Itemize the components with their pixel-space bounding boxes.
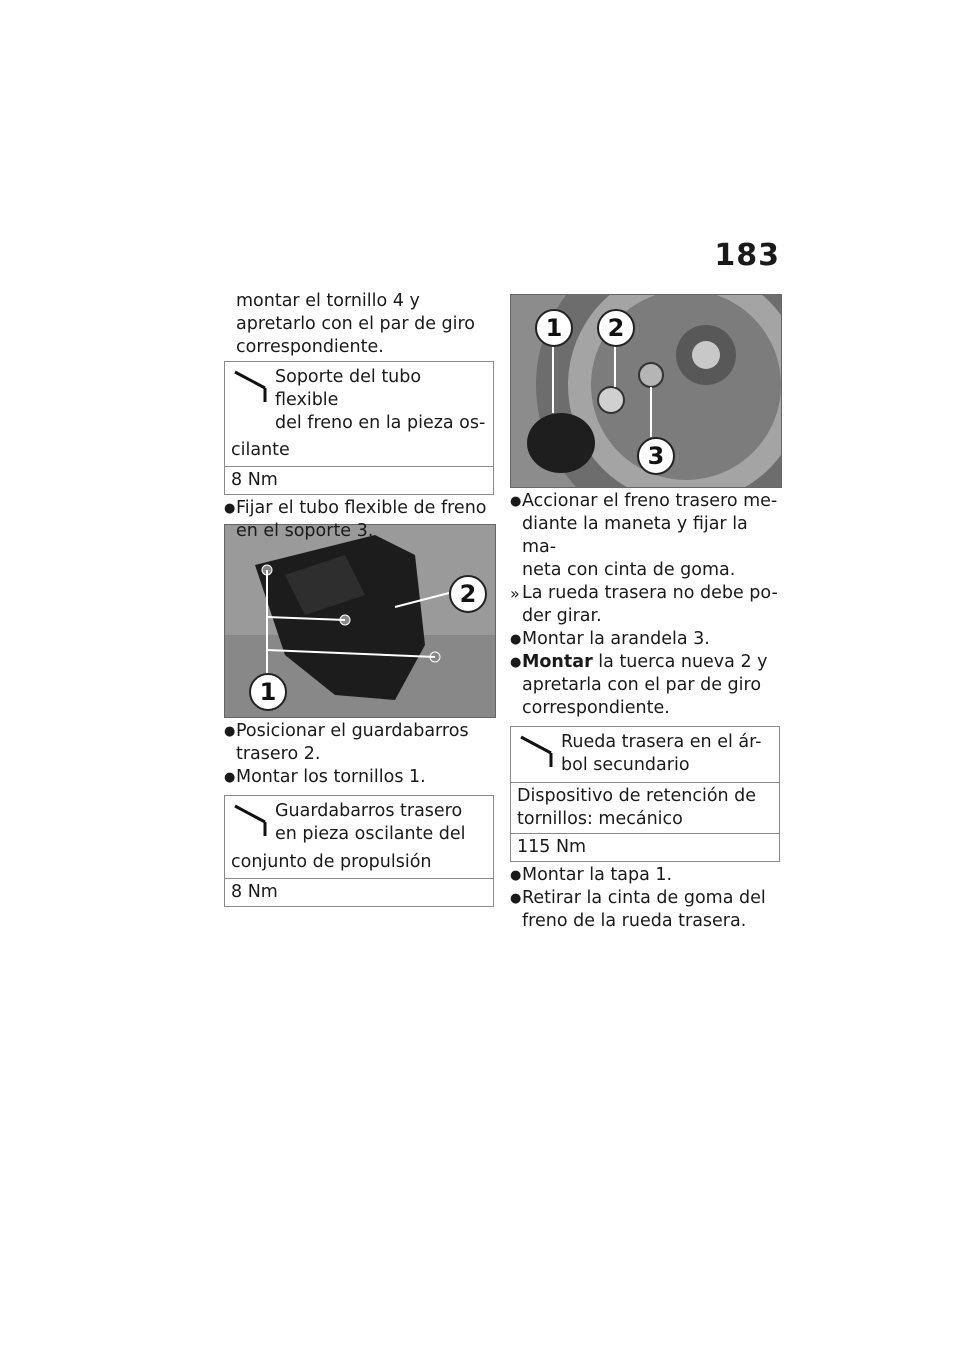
bullet-icon: ●	[224, 501, 236, 516]
torque-value: 8 Nm	[225, 466, 493, 494]
bullet-icon: ●	[224, 724, 236, 739]
page-number: 183	[714, 238, 780, 273]
torque-wrench-icon	[231, 800, 275, 847]
bullet-icon: ●	[510, 632, 522, 647]
bullet-icon: ●	[510, 868, 522, 883]
callout-1: 1	[535, 309, 573, 347]
torque-title-line-3: conjunto de propulsión	[231, 852, 432, 872]
torque-wrench-icon	[517, 731, 561, 778]
left-column-bottom	[224, 720, 494, 909]
callout-1: 1	[249, 673, 287, 711]
intro-line-3: correspondiente.	[236, 337, 384, 357]
torque-title-line-1: Soporte del tubo flexible	[275, 367, 422, 410]
rear-wheel-hub-photo	[510, 294, 782, 488]
torque-title-line-1: Guardabarros trasero	[275, 801, 463, 821]
torque-title-line-2: del freno en la pieza os-	[275, 413, 486, 433]
torque-title-line-2: bol secundario	[561, 755, 690, 775]
step-fix-brake-hose: ● Fijar el tubo flexible de freno en el soporte 3.	[224, 498, 487, 541]
torque-box-rear-wheel	[510, 726, 780, 862]
step-mount-cap: ● Montar la tapa 1.	[510, 865, 673, 885]
bullet-icon: ●	[510, 494, 522, 509]
torque-value: 8 Nm	[225, 878, 493, 906]
step-apply-brake: ● Accionar el freno trasero me- diante la maneta y fijar la ma- neta con cinta de goma.	[510, 491, 778, 580]
bullet-icon: ●	[510, 655, 522, 670]
step-remove-rubber-band: ● Retirar la cinta de goma del freno de la rueda trasera.	[510, 888, 766, 931]
torque-title-line-2: en pieza oscilante del	[275, 824, 466, 844]
torque-box-brake-hose-support	[224, 361, 494, 495]
callout-2: 2	[597, 309, 635, 347]
torque-title-line-1: Rueda trasera en el ár-	[561, 732, 762, 752]
callout-2: 2	[449, 575, 487, 613]
result-wheel-locked: » La rueda trasera no debe po- der girar.	[510, 583, 778, 626]
bullet-icon: ●	[224, 770, 236, 785]
step-mount-nut: ● Montar la tuerca nueva 2 y apretarla con el par de giro correspondiente.	[510, 652, 768, 718]
bullet-icon: ●	[510, 891, 522, 906]
step-position-mudguard: ● Posicionar el guardabarros trasero 2.	[224, 721, 469, 764]
step-mount-washer: ● Montar la arandela 3.	[510, 629, 710, 649]
torque-title-line-3: cilante	[231, 440, 290, 460]
torque-wrench-icon	[231, 366, 275, 435]
rear-mudguard-photo	[224, 524, 496, 718]
callout-3: 3	[637, 437, 675, 475]
torque-box-mudguard	[224, 795, 494, 907]
intro-line-1: montar el tornillo 4 y	[236, 291, 420, 311]
left-column-top	[224, 290, 494, 543]
torque-locking: Dispositivo de retención de tornillos: mecánico	[511, 782, 779, 833]
intro-line-2: apretarlo con el par de giro	[236, 314, 476, 334]
right-column	[510, 490, 780, 933]
torque-value: 115 Nm	[511, 833, 779, 861]
step-mount-screws: ● Montar los tornillos 1.	[224, 767, 426, 787]
result-icon: »	[510, 584, 520, 603]
